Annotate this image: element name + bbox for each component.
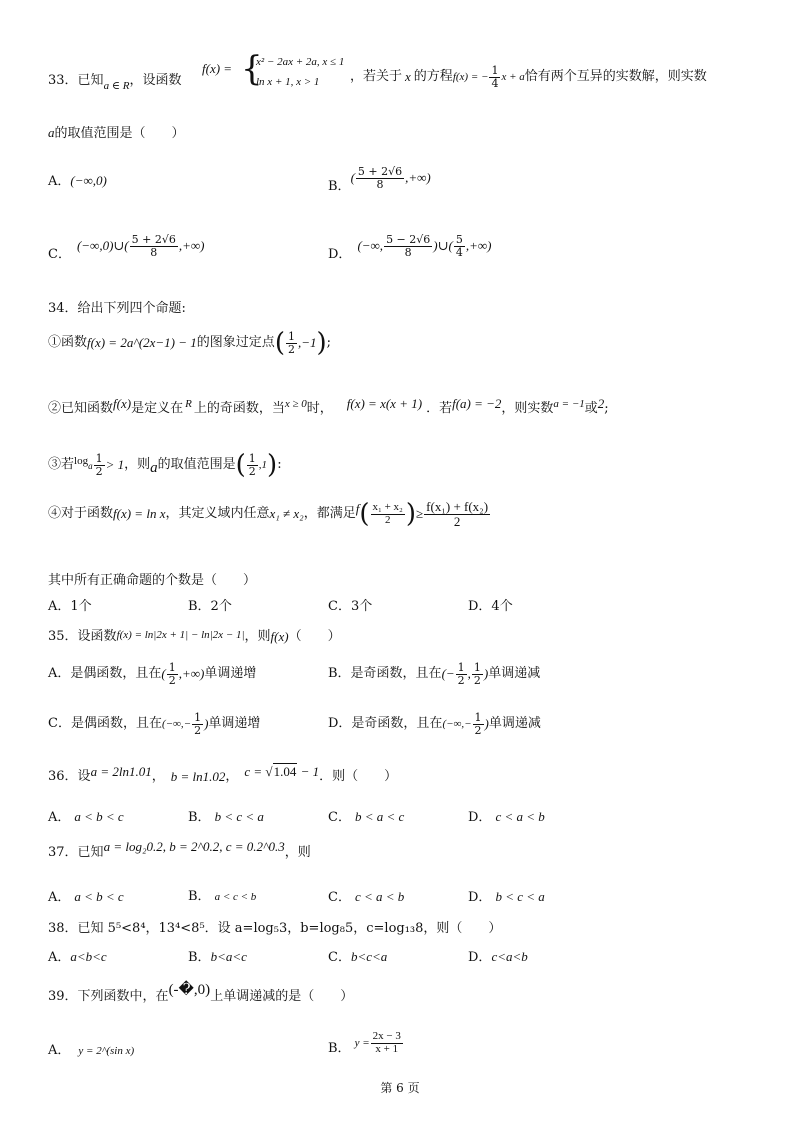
q34-p3-lead: ③若 <box>48 456 75 472</box>
q34-p3-a: a <box>150 460 158 477</box>
q34-p4-cond: x₁ ≠ x₂ <box>269 505 304 521</box>
q36-option-a[interactable] <box>48 810 124 826</box>
q35-b-num2: 1 <box>473 661 481 674</box>
q34-p4-ge: ≥ <box>416 505 424 521</box>
q33-b-close: ,+∞) <box>405 170 431 185</box>
q35-b-num: 1 <box>457 661 465 674</box>
q39-option-a[interactable] <box>48 1044 134 1059</box>
q35-a-tail: 单调递增 <box>204 665 257 681</box>
q39-a-label: A． <box>48 1043 71 1058</box>
q33-line2-text: 的取值范围是（ ） <box>54 126 185 141</box>
q34-option-d[interactable]: D．4个 <box>468 599 513 614</box>
q33-option-a[interactable] <box>48 174 107 190</box>
q34-p4-lead: ④对于函数 <box>48 505 114 521</box>
q36-option-b[interactable] <box>188 810 264 826</box>
q38-d-label: D． <box>468 950 492 965</box>
q33-line2-var: a <box>48 125 55 140</box>
q33-c-pre: (−∞,0)∪( <box>76 238 129 253</box>
q33-line2 <box>48 126 185 142</box>
q34-intro: ．给出下列四个命题: <box>64 301 186 316</box>
q35-c-frac <box>192 712 203 736</box>
q36-d-label: D． <box>468 810 492 825</box>
q34-prop4 <box>48 500 491 528</box>
q35-b-close: ) <box>483 665 489 681</box>
q34-p3-tail: ,1 <box>258 458 268 471</box>
q36-intro: ．设 <box>64 769 91 784</box>
q34-p4-lparen: ( <box>359 499 370 530</box>
q33-c-frac <box>130 234 178 258</box>
q35-a-den: 2 <box>168 673 176 687</box>
q33-eq-num: 1 <box>491 63 499 77</box>
q34-p1-math: f(x) = 2a^(2x−1) − 1 <box>87 334 197 350</box>
q34-p4-num: x₁ + x₂ <box>372 501 403 514</box>
q36-b-val: b < c < a <box>214 809 264 824</box>
q36-a-val: a < b < c <box>74 809 124 824</box>
q34-p2-two: 2 <box>597 396 605 411</box>
q37-c-label: C． <box>328 890 351 905</box>
q34-p4-frac2 <box>424 500 490 528</box>
q33-c-close: ,+∞) <box>178 238 205 253</box>
q33-b-frac <box>356 166 404 190</box>
q39-b-frac <box>371 1031 403 1055</box>
q36-c: c = √1.04 − 1 <box>244 764 320 779</box>
q38-number: 38 <box>48 921 65 936</box>
q34-p4-frac <box>371 502 405 526</box>
q36-c-pre: c = <box>244 764 266 779</box>
q35-paren: （ ） <box>288 629 341 644</box>
q33-a-label: A． <box>48 174 71 189</box>
q34-p2-fa: f(a) = −2 <box>452 396 502 411</box>
q35-fx2: f(x) <box>270 629 289 644</box>
q34-p3-frac <box>94 453 105 477</box>
q34-p2-vals: a = −1 <box>553 398 585 411</box>
q34-p3-gt: > 1 <box>105 456 125 472</box>
q39-stem <box>48 981 354 1005</box>
q36-a-label: A． <box>48 810 71 825</box>
q37-d-label: D． <box>468 890 492 905</box>
q34-p2-fx: f(x) <box>113 396 132 411</box>
q34-p4-den: 2 <box>384 513 391 526</box>
q35-tail: ，则 <box>244 629 271 644</box>
q37-b-val: a < c < b <box>214 891 257 903</box>
q37-option-b[interactable] <box>188 890 256 905</box>
q34-p1-lead: ①函数 <box>48 334 88 350</box>
q35-d-close: ) <box>484 715 489 731</box>
q38-b-label: B． <box>188 950 211 965</box>
q33-d-pre: (−∞, <box>357 238 384 253</box>
q34-p3-num: 1 <box>95 451 103 465</box>
q33-eq-den: 4 <box>491 76 499 90</box>
q39-b-label: B． <box>328 1041 351 1056</box>
q34-p4-fx: f(x) = ln x <box>113 505 166 521</box>
q35-b-open: (− <box>441 665 455 681</box>
q33-c-label: C． <box>48 247 71 262</box>
q37-a-label: A． <box>48 890 71 905</box>
q38-stem <box>48 922 501 937</box>
q34-p2-formula: f(x) = x(x + 1) <box>346 396 423 411</box>
q34-option-a[interactable]: A．1个 <box>48 599 92 614</box>
q35-b-tail: 单调递减 <box>488 665 541 681</box>
q35-stem <box>48 630 341 645</box>
q37-tail: ，则 <box>284 845 311 860</box>
q38-c-label: C． <box>328 950 351 965</box>
q39-option-b[interactable] <box>328 1030 404 1057</box>
q33-option-c[interactable] <box>48 230 204 263</box>
q36-b: b = ln1.02 <box>170 769 226 784</box>
q34-p1-tail: ,−1 <box>297 334 317 350</box>
q37-stem <box>48 839 311 861</box>
q39-a-val: y = 2^(sin x) <box>78 1045 135 1058</box>
q39-number: 39 <box>48 989 65 1004</box>
q38-text: ．已知 5⁵<8⁴，13⁴<8⁵．设 a=log₅3，b=log₈5，c=log₁₃8，则（ ） <box>64 921 502 936</box>
q35-c-open: (−∞,− <box>161 717 192 730</box>
q35-b-den2: 2 <box>473 673 481 687</box>
page-number: 第 6 页 <box>380 1081 420 1095</box>
q35-d-num: 1 <box>474 711 482 724</box>
q34-p3-rparen: ) <box>267 450 278 480</box>
q34-p2-r: R <box>185 398 192 411</box>
q38-option-d[interactable] <box>468 950 528 966</box>
q36-option-c[interactable] <box>328 810 404 826</box>
q37-b-label: B． <box>188 889 211 904</box>
q33-b-open: ( <box>350 170 355 185</box>
q34-p3-t1: ，则 <box>124 456 151 472</box>
q33-eq-lhs: f(x) = − <box>452 70 489 83</box>
q35-b-mid: , <box>467 665 471 681</box>
q35-option-a[interactable] <box>48 662 256 686</box>
q34-p4-t1: ，其定义域内任意 <box>165 505 270 521</box>
q35-a-close: ,+∞) <box>178 665 205 681</box>
q33-piece2: ln x + 1, x > 1 <box>256 76 320 88</box>
q37-d-val: b < c < a <box>495 889 545 904</box>
q37-a-val: a < b < c <box>74 889 124 904</box>
q33-x-var: x <box>405 68 411 84</box>
q35-d-den: 2 <box>474 723 482 737</box>
q39-intro: ．下列函数中，在 <box>64 989 169 1004</box>
q38-b-val: b<a<c <box>210 949 247 964</box>
q34-stem <box>48 302 186 317</box>
q34-p1-frac <box>286 331 297 355</box>
q37-option-c[interactable] <box>328 890 404 906</box>
q33-c-den: 8 <box>150 245 158 259</box>
q37-number: 37 <box>48 845 65 860</box>
q33-d-close: ,+∞) <box>465 238 492 253</box>
q37-option-a[interactable] <box>48 890 124 906</box>
q34-p3-num2: 1 <box>248 451 256 465</box>
q34-p4-t2: ，都满足 <box>303 505 356 521</box>
q35-option-b[interactable] <box>328 662 540 686</box>
q36-c-post: − 1 <box>297 764 320 779</box>
q33-option-d[interactable] <box>328 230 491 263</box>
q35-intro: ．设函数 <box>64 629 117 644</box>
q34-p4-f: f <box>355 500 360 516</box>
q38-option-b[interactable] <box>188 950 247 966</box>
q37-option-d[interactable] <box>468 890 545 906</box>
q36-c-val: b < a < c <box>354 809 405 824</box>
q34-p2-t5: ，则实数 <box>501 401 554 416</box>
q35-d-frac <box>473 712 484 736</box>
q38-option-a[interactable] <box>48 950 107 966</box>
q34-p4-rparen: ) <box>405 499 417 530</box>
q36-option-d[interactable] <box>468 810 545 826</box>
q36-tail: ．则（ ） <box>319 769 398 784</box>
q35-c-den: 2 <box>194 723 202 737</box>
q33-c-num: 5 + 2√6 <box>131 233 176 247</box>
q33-stem-right <box>350 62 707 92</box>
q33-b-num: 5 + 2√6 <box>357 165 403 179</box>
q35-c-lead: C．是偶函数，且在 <box>48 715 162 731</box>
q33-brace: { <box>241 49 263 89</box>
q34-prop1 <box>48 330 331 356</box>
q37-intro: ．已知 <box>64 845 104 860</box>
q35-a-frac <box>167 662 178 686</box>
q33-eq-rhs: x + a <box>501 70 525 83</box>
q33-stem <box>48 66 181 96</box>
q39-b-pre: y = <box>354 1037 370 1050</box>
q33-set-fn: ，设函数 <box>129 72 182 88</box>
q33-number: 33 <box>48 72 65 88</box>
q33-intro: ．已知 <box>64 72 104 88</box>
q34-option-b[interactable]: B．2个 <box>188 599 232 614</box>
q34-prop2 <box>48 396 609 417</box>
q34-question: 其中所有正确命题的个数是（ ） <box>48 573 257 588</box>
q36-a: a = 2ln1.01 <box>90 764 152 779</box>
q34-p4-num2: f(x₁) + f(x₂) <box>426 499 489 514</box>
q35-option-d[interactable] <box>328 712 541 736</box>
q35-option-c[interactable] <box>48 712 260 736</box>
q33-fx-eq: f(x) = <box>202 61 233 76</box>
q34-p4-den2: 2 <box>453 513 461 529</box>
q35-a-lead: A．是偶函数，且在 <box>48 665 162 681</box>
q35-d-open: (−∞,− <box>442 717 472 730</box>
q35-fx: f(x) = ln|2x + 1| − ln|2x − 1| <box>116 629 245 642</box>
q34-p3-end: : <box>277 456 282 472</box>
q34-prop3 <box>48 452 282 478</box>
q35-a-num: 1 <box>168 661 176 674</box>
q34-p3-frac2 <box>247 453 258 477</box>
q35-c-num: 1 <box>194 711 202 724</box>
q34-p1-rparen: ) <box>316 328 327 358</box>
q33-eq-of: 的方程 <box>413 68 453 84</box>
q37-c-val: c < a < b <box>354 889 405 904</box>
q34-p2-t2: 上的奇函数，当 <box>193 401 285 416</box>
q38-a-val: a<b<c <box>70 949 107 964</box>
q34-p2-end: ; <box>604 401 609 416</box>
q33-b-den: 8 <box>376 177 384 191</box>
q35-a-open: ( <box>161 665 166 681</box>
q33-d-den: 8 <box>404 245 412 259</box>
q37-math: a = log₂0.2, b = 2^0.2, c = 0.2^0.3 <box>103 839 285 854</box>
q36-d-val: c < a < b <box>495 809 545 824</box>
q34-p2-t4: ．若 <box>426 401 453 416</box>
q33-option-b[interactable] <box>328 162 431 195</box>
q33-d-frac2 <box>454 234 465 258</box>
q33-eq-frac <box>489 65 500 89</box>
q33-d-den2: 4 <box>455 245 463 259</box>
q36-stem <box>48 764 398 785</box>
q36-sep1: ， <box>151 769 165 784</box>
q34-p3-log: log <box>74 454 89 467</box>
q33-a-math: (−∞,0) <box>70 173 107 188</box>
q35-c-close: ) <box>204 715 209 731</box>
q38-d-val: c<a<b <box>491 949 528 964</box>
q34-p1-end: ; <box>326 334 332 350</box>
q35-d-tail: 单调递减 <box>488 715 541 731</box>
q34-p2-cond: x ≥ 0 <box>284 398 307 411</box>
q33-d-mid: )∪( <box>433 238 453 253</box>
q35-c-tail: 单调递增 <box>208 715 261 731</box>
q34-p2-t1: 是定义在 <box>131 401 184 416</box>
q34-p1-text: 的图象过定点 <box>196 334 275 350</box>
q39-b-den: x + 1 <box>375 1042 399 1055</box>
q33-mid: ，若关于 <box>350 68 403 84</box>
q33-d-num: 5 − 2√6 <box>386 233 431 247</box>
q34-p1-lparen: ( <box>274 328 285 358</box>
q35-b-frac2 <box>472 662 483 686</box>
q38-c-val: b<c<a <box>350 949 388 964</box>
q34-p3-t2: 的取值范围是 <box>157 456 236 472</box>
q38-a-label: A． <box>48 950 71 965</box>
q33-d-num2: 5 <box>455 233 463 247</box>
q35-b-frac <box>456 662 467 686</box>
q34-p3-base: a <box>88 460 93 471</box>
q34-p2-or: 或 <box>584 401 598 416</box>
q34-p3-den2: 2 <box>248 464 256 478</box>
q34-p3-lparen: ( <box>235 450 246 480</box>
q36-number: 36 <box>48 769 65 784</box>
q34-option-c[interactable]: C．3个 <box>328 599 373 614</box>
q35-d-lead: D．是奇函数，且在 <box>328 715 443 731</box>
q36-c-rad: 1.04 <box>273 764 297 779</box>
q36-c-label: C． <box>328 810 351 825</box>
q33-tail: 恰有两个互异的实数解，则实数 <box>524 68 707 84</box>
q34-number: 34 <box>48 301 65 316</box>
q33-b-label: B． <box>328 179 351 194</box>
q39-tail: 上单调递减的是（ ） <box>210 989 354 1004</box>
q34-p1-num: 1 <box>287 329 295 343</box>
q34-p3-den: 2 <box>95 464 103 478</box>
q33-d-label: D． <box>328 247 352 262</box>
q35-b-den: 2 <box>457 673 465 687</box>
q35-number: 35 <box>48 629 65 644</box>
q34-p2-t3: 时， <box>306 401 333 416</box>
q33-cond-a: a ∈ R <box>103 79 130 92</box>
q36-sep2: ， <box>225 769 239 784</box>
q39-b-num: 2x − 3 <box>372 1030 401 1043</box>
q33-d-frac <box>384 234 432 258</box>
q33-piece1: x² − 2ax + 2a, x ≤ 1 <box>256 56 345 68</box>
q34-p2-lead: ②已知函数 <box>48 401 114 416</box>
q34-p1-den: 2 <box>287 342 295 356</box>
q38-option-c[interactable] <box>328 950 387 966</box>
q35-b-lead: B．是奇函数，且在 <box>328 665 442 681</box>
q39-interval: (-�,0) <box>168 981 211 998</box>
q36-b-label: B． <box>188 810 211 825</box>
